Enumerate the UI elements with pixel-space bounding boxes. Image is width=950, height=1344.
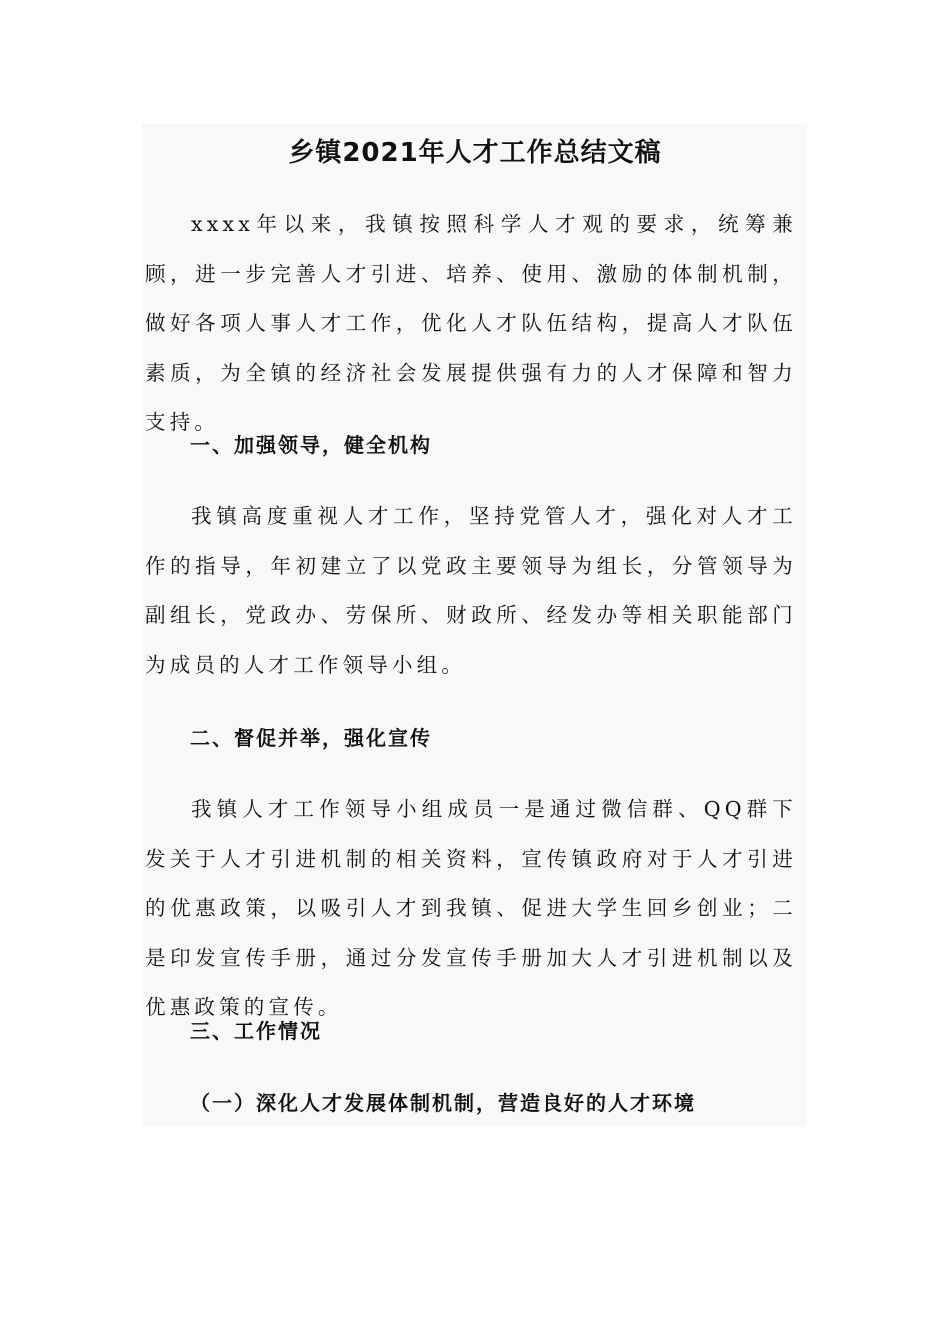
section-3-heading: 三、工作情况: [190, 1019, 322, 1043]
document-title: 乡镇2021年人才工作总结文稿: [288, 138, 662, 168]
section-1-heading: 一、加强领导，健全机构: [190, 433, 432, 457]
section-1-paragraph: 我镇高度重视人才工作，坚持党管人才，强化对人才工作的指导，年初建立了以党政主要领导为组长，分管领导为副组长，党政办、劳保所、财政所、经发办等相关职能部门为成员的人才工作领导小组。: [145, 504, 797, 677]
section-2-heading: 二、督促并举，强化宣传: [190, 726, 432, 750]
intro-paragraph: xxxx年以来，我镇按照科学人才观的要求，统筹兼顾，进一步完善人才引进、培养、使用、激励的体制机制，做好各项人事人才工作，优化人才队伍结构，提高人才队伍素质，为全镇的经济社会发展提供强有力的人才保障和智力支持。: [145, 212, 797, 434]
section-2-paragraph: 我镇人才工作领导小组成员一是通过微信群、QQ群下发关于人才引进机制的相关资料，宣传镇政府对于人才引进的优惠政策，以吸引人才到我镇、促进大学生回乡创业；二是印发宣传手册，通过分发宣传手册加大人才引进机制以及优惠政策的宣传。: [145, 797, 797, 1019]
section-3-subheading: （一）深化人才发展体制机制，营造良好的人才环境: [190, 1091, 696, 1115]
